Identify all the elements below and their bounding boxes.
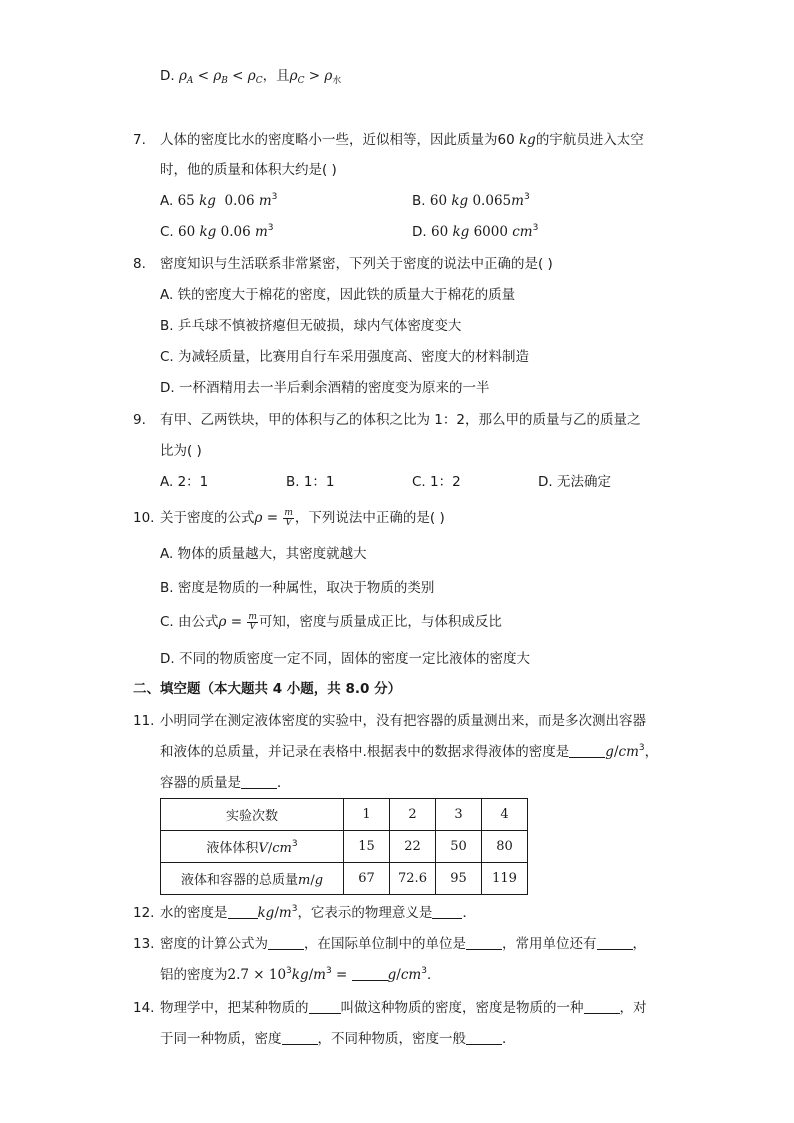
- answer-blank[interactable]: [466, 1030, 502, 1045]
- answer-blank[interactable]: [309, 999, 341, 1014]
- q13-stem-line2: 铝的密度为$2.7 \times 10^3kg/m^3 = g/cm^3$．: [160, 966, 441, 983]
- q8-option-d: D. 一杯酒精用去一半后剩余酒精的密度变为原来的一半: [160, 380, 490, 396]
- q14-stem-line1: 物理学中，把某种物质的 叫做这种物质的密度，密度是物质的一种 ，对: [160, 1000, 647, 1016]
- table-row: 实验次数 1 2 3 4: [161, 799, 528, 831]
- q8-number: 8.: [133, 256, 146, 272]
- q7-number: 7.: [133, 132, 146, 148]
- q8-option-c: C. 为减轻质量，比赛用自行车采用强度高、密度大的材料制造: [160, 349, 530, 365]
- q12-number: 12.: [133, 905, 155, 921]
- q10-option-b: B. 密度是物质的一种属性，取决于物质的类别: [160, 580, 435, 596]
- q8-option-a: A. 铁的密度大于棉花的密度，因此铁的质量大于棉花的质量: [160, 287, 516, 303]
- answer-blank[interactable]: [352, 966, 388, 981]
- q7-option-d: D. 60 kg 6000 $cm^3$: [412, 223, 539, 240]
- q7-stem-line2: 时，他的质量和体积大约是( ): [160, 162, 337, 178]
- q8-stem: 密度知识与生活联系非常紧密，下列关于密度的说法中正确的是( ): [160, 256, 553, 272]
- q9-option-a: A. 2：1: [160, 474, 209, 490]
- q11-data-table: [160, 798, 528, 895]
- q9-option-c: C. 1：2: [412, 474, 461, 490]
- q9-option-d: D. 无法确定: [538, 474, 611, 490]
- q11-stem-line2: 和液体的总质量，并记录在表格中.根据表中的数据求得液体的密度是 $g/cm^3$，: [160, 743, 659, 760]
- q7-stem-line1: 人体的密度比水的密度略小一些，近似相等，因此质量为60 kg的宇航员进入太空: [160, 132, 644, 148]
- q9-stem-line2: 比为( ): [160, 443, 202, 459]
- q9-number: 9.: [133, 412, 146, 428]
- section-title-fill-in: 二、填空题（本大题共 4 小题，共 8.0 分）: [133, 681, 402, 697]
- density-formula-fraction: $\frac{m}{V}$: [284, 507, 293, 528]
- answer-blank[interactable]: [466, 935, 502, 950]
- q10-stem: 关于密度的公式ρ = $\frac{m}{V}$ ，下列说法中正确的是( ): [160, 507, 445, 528]
- answer-blank[interactable]: [584, 999, 620, 1014]
- q14-number: 14.: [133, 1000, 155, 1016]
- q9-stem-line1: 有甲、乙两铁块，甲的体积与乙的体积之比为 1：2，那么甲的质量与乙的质量之: [160, 412, 641, 428]
- q9-option-b: B. 1：1: [286, 474, 335, 490]
- q8-option-b: B. 乒乓球不慎被挤瘪但无破损，球内气体密度变大: [160, 318, 462, 334]
- table-header: 实验次数: [161, 799, 344, 831]
- table-row: 液体体积$V/cm^3$ 15 22 50 80: [161, 831, 528, 863]
- q10-number: 10.: [133, 510, 155, 526]
- q10-option-d: D. 不同的物质密度一定不同，固体的密度一定比液体的密度大: [160, 651, 530, 667]
- table-row: 液体和容器的总质量m/g 67 72.6 95 119: [161, 863, 528, 895]
- answer-blank[interactable]: [241, 774, 277, 789]
- table-header: 液体和容器的总质量m/g: [161, 863, 344, 895]
- q14-stem-line2: 于同一种物质，密度 ，不同种物质，密度一般 ．: [160, 1031, 516, 1047]
- q7-option-b: B. 60 kg $0.065m^3$: [412, 192, 530, 209]
- q13-stem-line1: 密度的计算公式为 ，在国际单位制中的单位是 ，常用单位还有 ，: [160, 936, 646, 952]
- q11-stem-line3: 容器的质量是 ．: [160, 775, 291, 791]
- answer-blank[interactable]: [597, 935, 633, 950]
- q7-option-a: A. 65 kg 0.06 $m^3$: [160, 192, 278, 209]
- q10-option-c: C. 由公式ρ = $\frac{m}{V}$ 可知，密度与质量成正比，与体积成反比: [160, 611, 502, 632]
- answer-blank[interactable]: [569, 743, 605, 758]
- q13-number: 13.: [133, 936, 155, 952]
- answer-blank[interactable]: [268, 935, 304, 950]
- answer-blank[interactable]: [282, 1030, 318, 1045]
- q7-option-c: C. 60 kg 0.06 $m^3$: [160, 223, 274, 240]
- answer-blank[interactable]: [228, 904, 258, 919]
- table-header: 液体体积$V/cm^3$: [161, 831, 344, 863]
- q11-number: 11.: [133, 713, 155, 729]
- q11-stem-line1: 小明同学在测定液体密度的实验中，没有把容器的质量测出来，而是多次测出容器: [160, 713, 646, 729]
- q12-stem: 水的密度是 $kg/m^3$，它表示的物理意义是 ．: [160, 904, 476, 921]
- q6-option-d: D. $\rho_A < \rho_B < \rho_C$，且$\rho_C > \rho_水$: [160, 68, 342, 86]
- answer-blank[interactable]: [432, 904, 462, 919]
- q10-option-a: A. 物体的质量越大，其密度就越大: [160, 546, 367, 562]
